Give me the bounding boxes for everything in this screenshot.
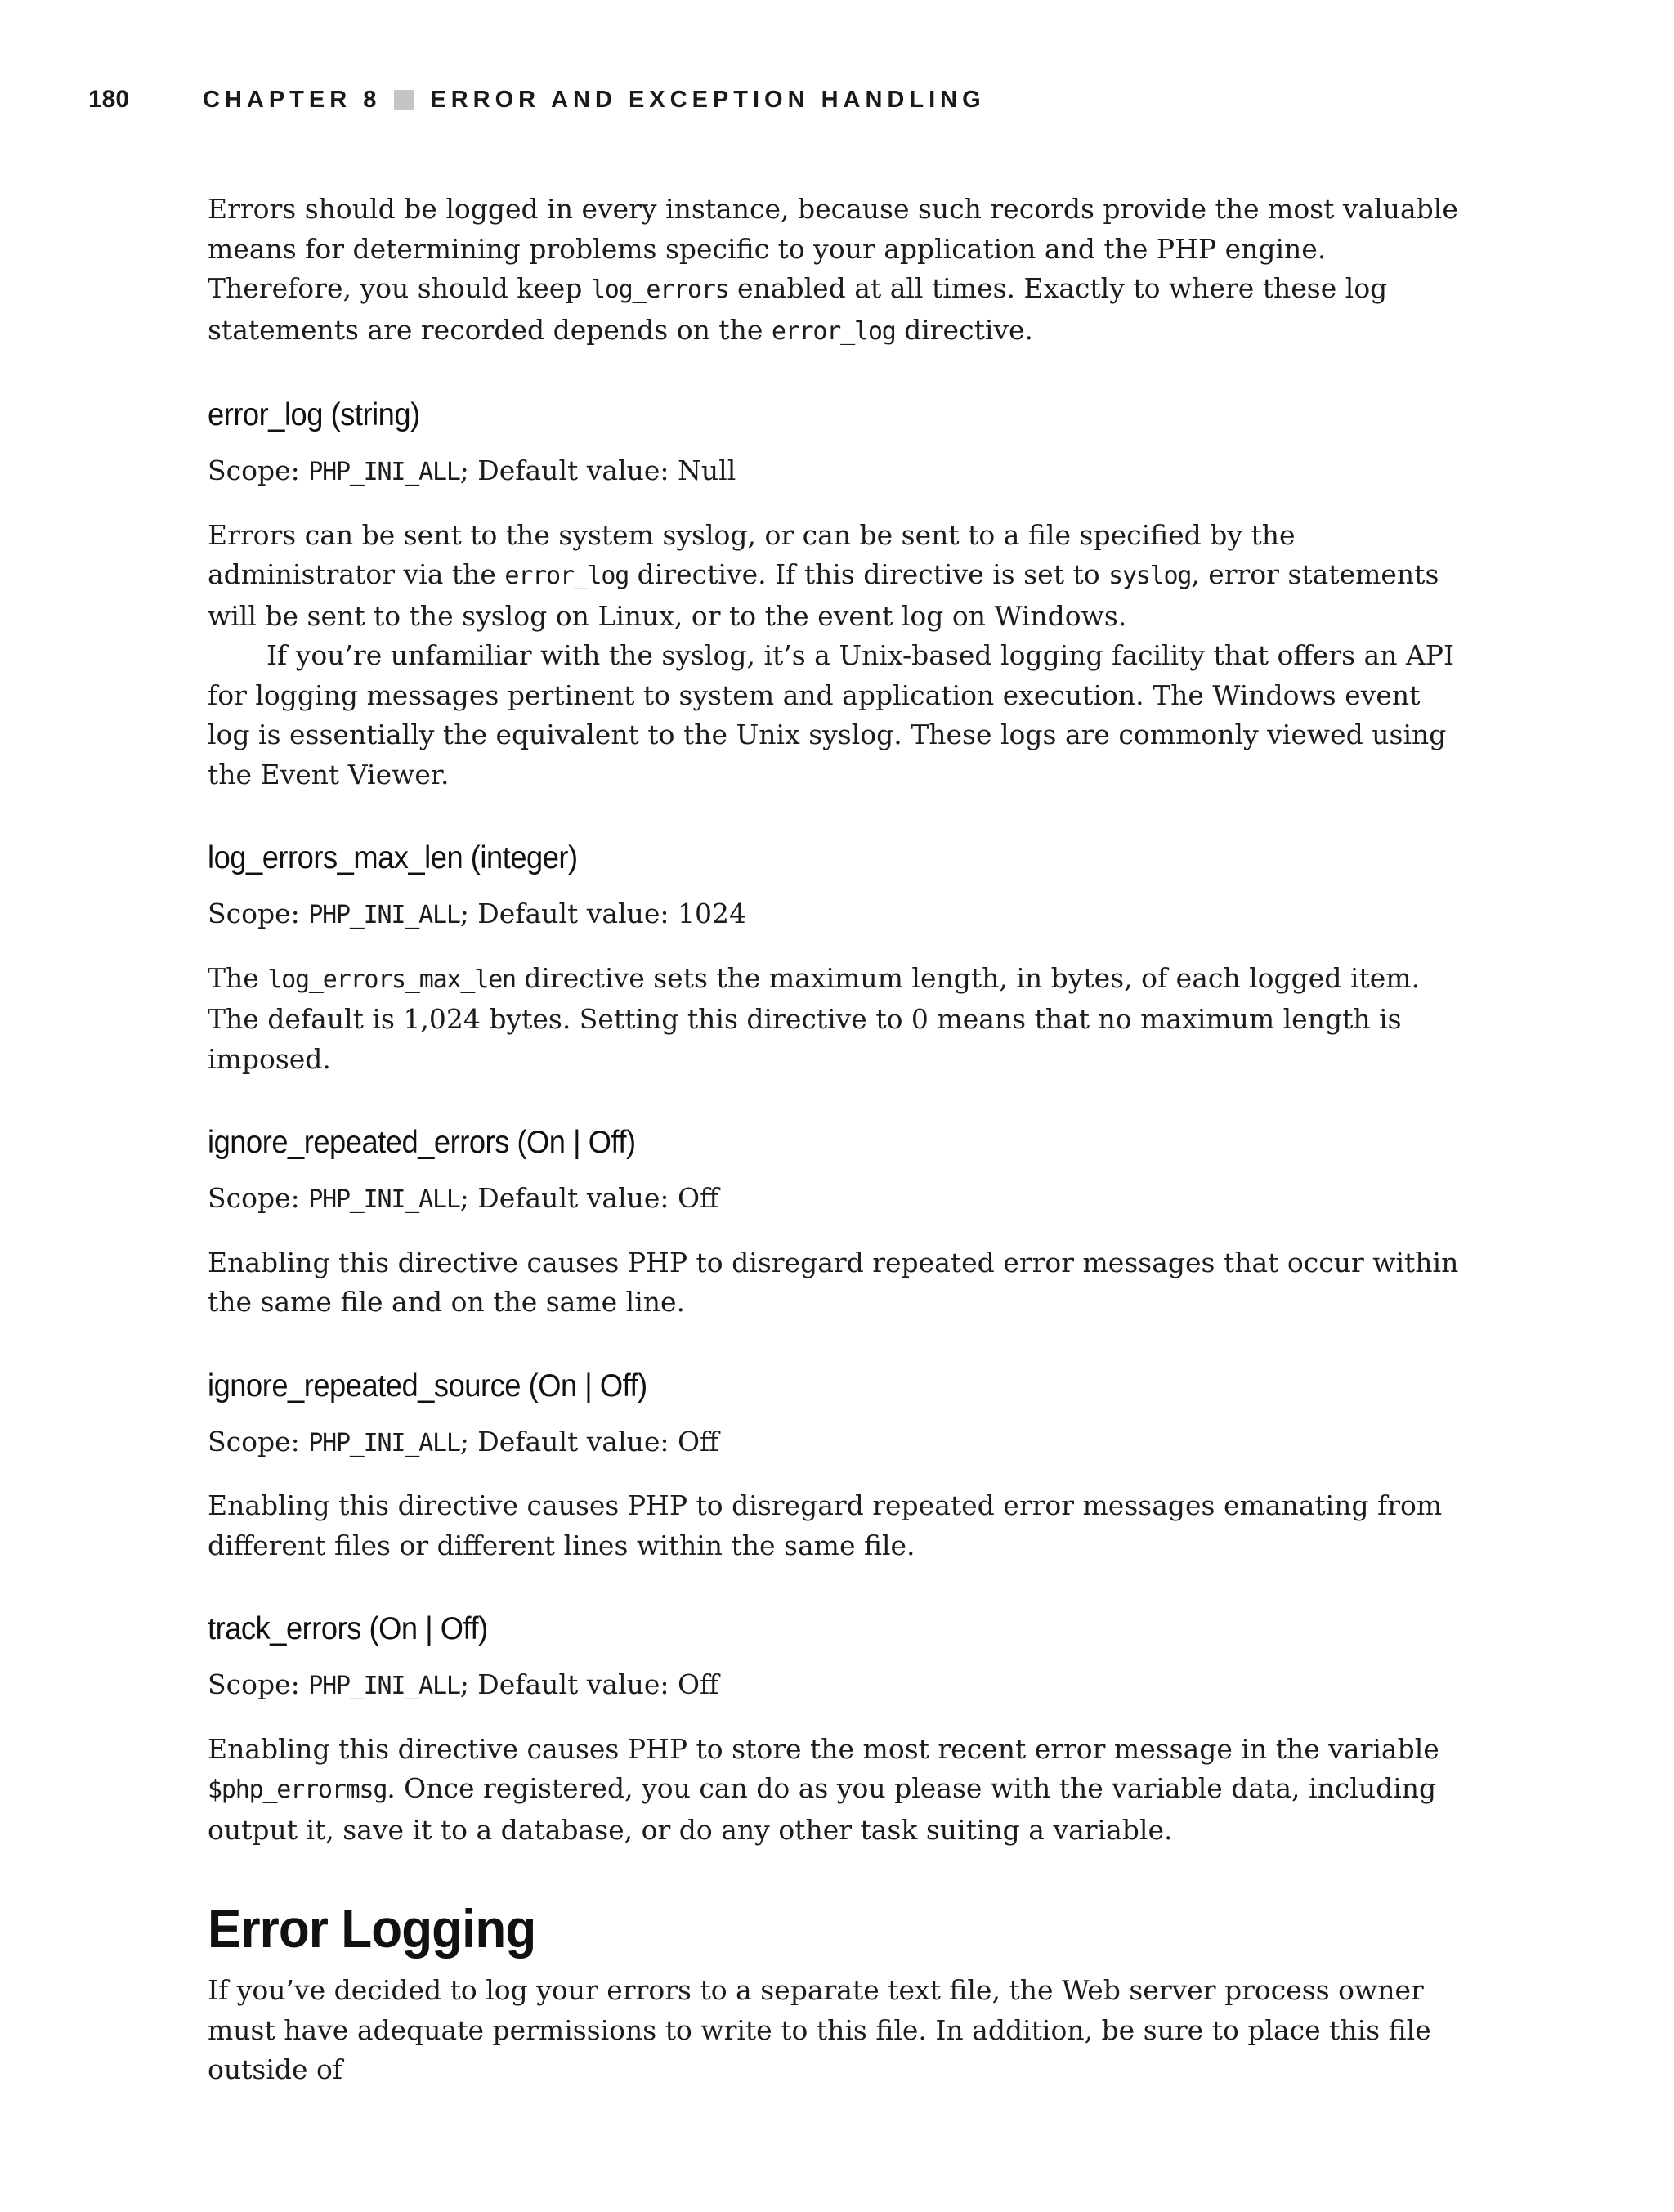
intro-paragraph [208, 190, 1466, 352]
intro-text: directive. [895, 313, 1034, 346]
code-log-errors-max-len: log_errors_max_len [267, 965, 516, 994]
chapter-title: ERROR AND EXCEPTION HANDLING [430, 86, 986, 113]
syslog-paragraph: If you’re unfamiliar with the syslog, it’s a Unix-based logging facility that offers an API for logging messages pertinent to system and application execution. The Windows event log is essentially the equivalent to the Unix syslog. These logs are commonly viewed using the Event Viewer. [208, 639, 1455, 790]
heading-error-log: error_log (string) [208, 397, 420, 432]
code-error-log: error_log [771, 316, 896, 346]
code-error-log: error_log [504, 562, 629, 590]
heading-ignore-repeated-source: ignore_repeated_source (On | Off) [208, 1368, 647, 1404]
scope-value: PHP_INI_ALL [308, 901, 460, 929]
scope-line [208, 1179, 1466, 1220]
repeated-source-paragraph: Enabling this directive causes PHP to disregard repeated error messages emanating from different files or different lines within the same file. [208, 1489, 1443, 1561]
body-text: Enabling this directive causes PHP to store the most recent error message in the variable [208, 1732, 1439, 1765]
body-text: . Once registered, you can do as you please with the variable data, including output it, save it to a database, or do any other task suiting a variable. [208, 1772, 1437, 1846]
intro-text: Errors should be logged in every instance, because such records provide the most valuable means for determining problems specific to your application and the PHP engine. Therefore, you should keep [208, 193, 1458, 304]
scope-value: PHP_INI_ALL [308, 1185, 460, 1214]
track-errors-paragraph [208, 1730, 1466, 1851]
error-logging-paragraph: If you’ve decided to log your errors to a separate text file, the Web server process owner must have adequate permissions to write to this file. In addition, be sure to place this file outside of [208, 1974, 1431, 2085]
repeated-errors-paragraph: Enabling this directive causes PHP to disregard repeated error messages that occur within the same file and on the same line. [208, 1246, 1459, 1318]
code-log-errors: log_errors [590, 275, 729, 304]
scope-line [208, 894, 1466, 936]
header-separator-square [394, 90, 414, 110]
body-text: directive sets the maximum length, in bytes, of each logged item. The default is 1,024 bytes. Setting this directive to 0 means that no maximum length is imposed. [208, 961, 1421, 1075]
scope-value: PHP_INI_ALL [308, 458, 460, 486]
scope-value: PHP_INI_ALL [308, 1672, 460, 1700]
default-value: ; Default value: 1024 [459, 898, 746, 929]
body-text: directive. If this directive is set to [629, 558, 1109, 590]
max-len-paragraph [208, 959, 1466, 1080]
default-value: ; Default value: Off [459, 1182, 719, 1214]
scope-line [208, 1665, 1466, 1707]
heading-ignore-repeated-errors: ignore_repeated_errors (On | Off) [208, 1125, 636, 1160]
heading-log-errors-max-len: log_errors_max_len (integer) [208, 840, 578, 875]
default-value: ; Default value: Null [459, 454, 736, 486]
scope-line [208, 1422, 1466, 1464]
scope-label: Scope: [208, 1425, 309, 1458]
body-text: , error statements will be sent to the syslog on Linux, or to the event log on Windows. [208, 558, 1439, 632]
page-body [208, 190, 1466, 2090]
chapter-label: CHAPTER 8 [203, 86, 382, 113]
code-php-errormsg: $php_errormsg [208, 1775, 387, 1804]
scope-value: PHP_INI_ALL [308, 1428, 460, 1458]
heading-track-errors: track_errors (On | Off) [208, 1611, 488, 1646]
scope-label: Scope: [208, 1182, 309, 1214]
default-value: ; Default value: Off [459, 1425, 719, 1458]
scope-line [208, 451, 1466, 493]
body-text: Errors can be sent to the system syslog, or can be sent to a file specified by the administrator via the [208, 518, 1296, 590]
running-header [88, 83, 986, 116]
page-number: 180 [88, 86, 130, 113]
intro-text: enabled at all times. Exactly to where these log statements are recorded depends on the [208, 272, 1388, 346]
body-text: The [208, 961, 268, 994]
heading-error-logging: Error Logging [208, 1898, 536, 1959]
error-log-paragraph [208, 516, 1466, 637]
scope-label: Scope: [208, 898, 309, 929]
scope-label: Scope: [208, 454, 309, 486]
code-syslog: syslog [1108, 562, 1192, 590]
default-value: ; Default value: Off [459, 1668, 719, 1700]
scope-label: Scope: [208, 1668, 309, 1700]
